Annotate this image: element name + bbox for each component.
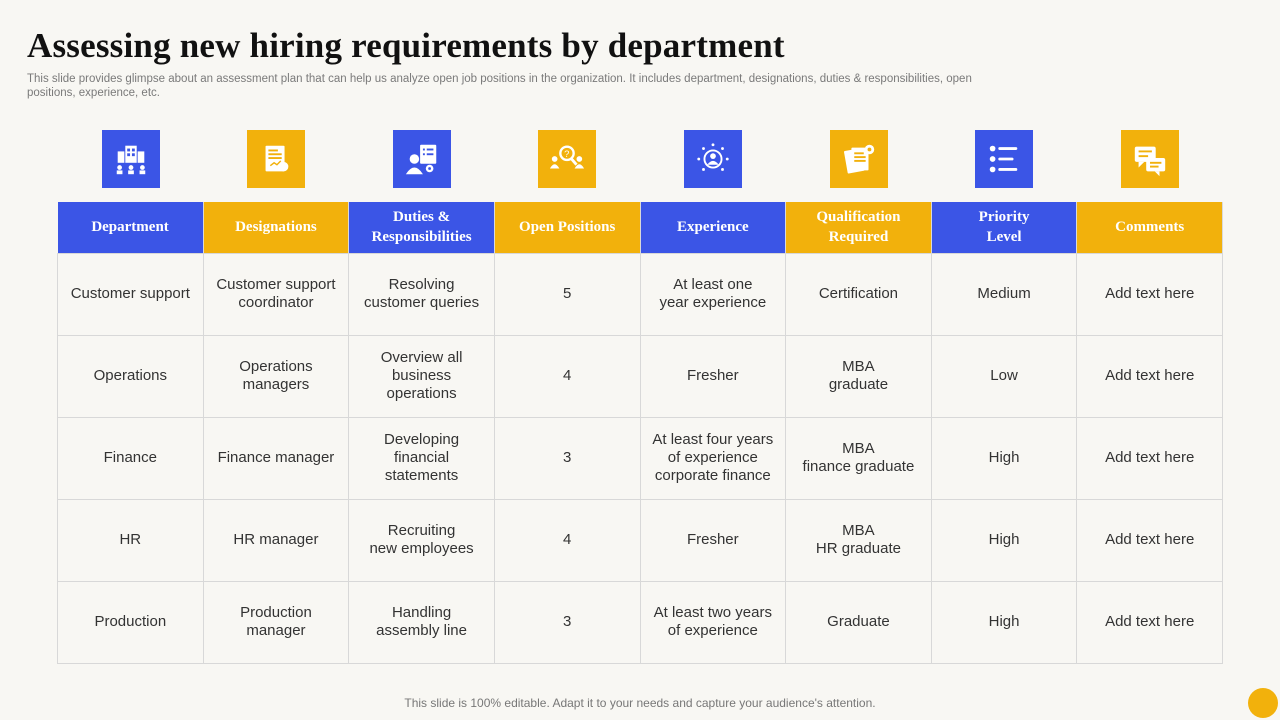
cell-experience: Fresher — [640, 499, 786, 581]
cell-designation: Finance manager — [203, 417, 349, 499]
cell-experience: At least four years of experience corporate finance — [640, 417, 786, 499]
svg-text:?: ? — [564, 149, 570, 161]
header-department: Department — [58, 202, 204, 253]
cell-priority: High — [931, 499, 1077, 581]
cell-qualification: MBA graduate — [786, 335, 932, 417]
cell-department: Finance — [58, 417, 204, 499]
cell-experience: At least one year experience — [640, 253, 786, 335]
cell-open-positions: 4 — [494, 335, 640, 417]
cell-department: Customer support — [58, 253, 204, 335]
cell-comments[interactable]: Add text here — [1077, 253, 1223, 335]
star-circle-people-icon — [684, 130, 742, 188]
cell-priority: High — [931, 417, 1077, 499]
table-row — [58, 581, 1223, 663]
cell-designation: Customer support coordinator — [203, 253, 349, 335]
cell-experience: At least two years of experience — [640, 581, 786, 663]
table-row — [58, 417, 1223, 499]
cell-duties: Resolving customer queries — [349, 253, 495, 335]
header-qualification: Qualification Required — [786, 202, 932, 253]
cell-designation: Operations managers — [203, 335, 349, 417]
table-row — [58, 499, 1223, 581]
cell-priority: Medium — [931, 253, 1077, 335]
cell-priority: Low — [931, 335, 1077, 417]
cell-duties: Overview all business operations — [349, 335, 495, 417]
footer-note: This slide is 100% editable. Adapt it to your needs and capture your audience's attention. — [404, 696, 876, 710]
cell-comments[interactable]: Add text here — [1077, 335, 1223, 417]
cell-department: Production — [58, 581, 204, 663]
documents-award-icon — [830, 130, 888, 188]
person-settings-icon — [393, 130, 451, 188]
table-header-row — [58, 202, 1223, 253]
certificate-icon — [247, 130, 305, 188]
cell-comments[interactable]: Add text here — [1077, 499, 1223, 581]
cell-comments[interactable]: Add text here — [1077, 417, 1223, 499]
cell-designation: Production manager — [203, 581, 349, 663]
hiring-requirements-table — [57, 202, 1223, 664]
cell-qualification: MBA HR graduate — [786, 499, 932, 581]
cell-open-positions: 4 — [494, 499, 640, 581]
team-search-icon — [538, 130, 596, 188]
header-designations: Designations — [203, 202, 349, 253]
table-row — [58, 253, 1223, 335]
cell-qualification: MBA finance graduate — [786, 417, 932, 499]
cell-department: HR — [58, 499, 204, 581]
cell-experience: Fresher — [640, 335, 786, 417]
header-duties: Duties & Responsibilities — [349, 202, 495, 253]
cell-department: Operations — [58, 335, 204, 417]
building-org-icon — [102, 130, 160, 188]
cell-duties: Developing financial statements — [349, 417, 495, 499]
cell-duties: Recruiting new employees — [349, 499, 495, 581]
cell-designation: HR manager — [203, 499, 349, 581]
header-experience: Experience — [640, 202, 786, 253]
cell-qualification: Graduate — [786, 581, 932, 663]
header-open-positions: Open Positions — [494, 202, 640, 253]
cell-comments[interactable]: Add text here — [1077, 581, 1223, 663]
cell-qualification: Certification — [786, 253, 932, 335]
decorative-circle — [1248, 688, 1278, 718]
chat-comments-icon — [1121, 130, 1179, 188]
page-title: Assessing new hiring requirements by department — [27, 26, 785, 65]
header-priority: Priority Level — [931, 202, 1077, 253]
table-row — [58, 335, 1223, 417]
cell-duties: Handling assembly line — [349, 581, 495, 663]
cell-open-positions: 3 — [494, 417, 640, 499]
cell-priority: High — [931, 581, 1077, 663]
cell-open-positions: 5 — [494, 253, 640, 335]
cell-open-positions: 3 — [494, 581, 640, 663]
header-comments: Comments — [1077, 202, 1223, 253]
page-subtitle: This slide provides glimpse about an assessment plan that can help us analyze open job positions in the organization. It includes department, designations, duties & responsibilities, open positions, experience, etc. — [27, 73, 972, 99]
list-checklist-icon — [975, 130, 1033, 188]
